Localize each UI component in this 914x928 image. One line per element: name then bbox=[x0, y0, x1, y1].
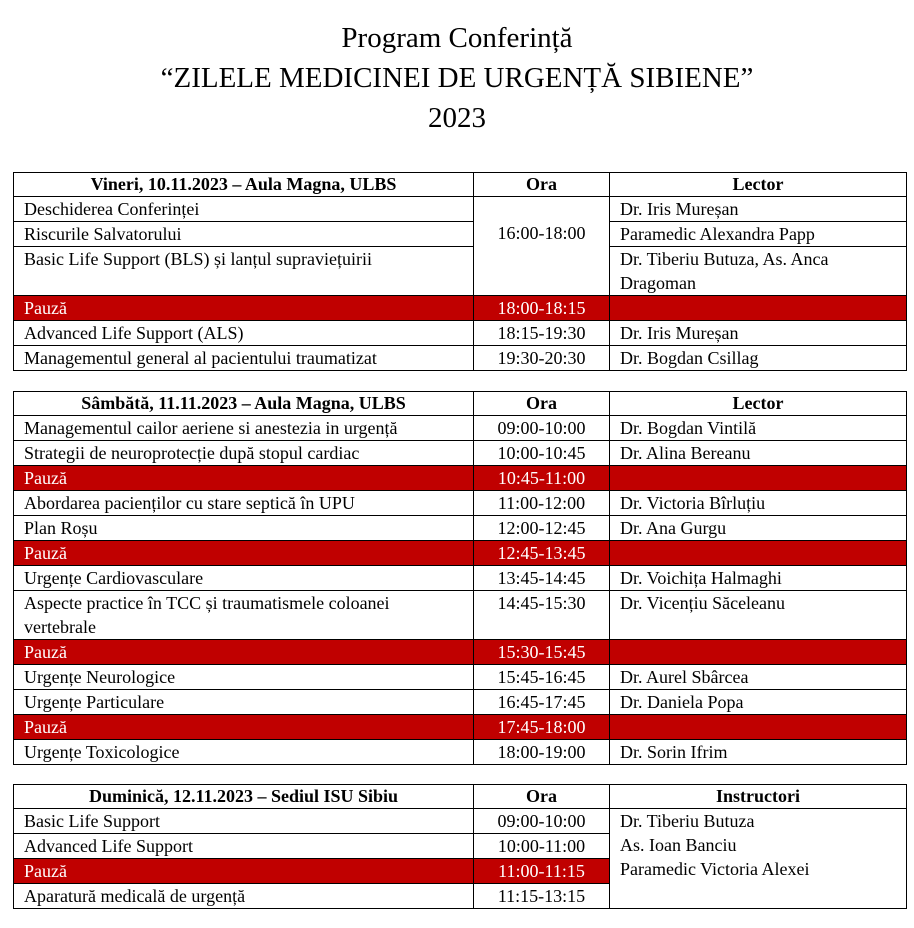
activity-cell: Plan Roșu bbox=[14, 516, 474, 541]
time-cell: 16:00-18:00 bbox=[474, 197, 610, 296]
table-row bbox=[14, 665, 907, 690]
table-row bbox=[14, 516, 907, 541]
lector-column-header: Lector bbox=[610, 392, 907, 416]
lector-cell: Dr. Iris Mureșan bbox=[610, 197, 907, 222]
time-cell: 10:00-11:00 bbox=[474, 834, 610, 859]
lector-cell: Dr. Vicențiu Săceleanu bbox=[610, 591, 907, 640]
lector-cell: Dr. Bogdan Csillag bbox=[610, 346, 907, 371]
time-cell: 16:45-17:45 bbox=[474, 690, 610, 715]
activity-cell: Strategii de neuroprotecție după stopul cardiac bbox=[14, 441, 474, 466]
pause-label: Pauză bbox=[14, 466, 474, 491]
instructor-name: Paramedic Victoria Alexei bbox=[620, 859, 810, 879]
time-cell: 13:45-14:45 bbox=[474, 566, 610, 591]
time-cell: 10:00-10:45 bbox=[474, 441, 610, 466]
table-row bbox=[14, 197, 907, 222]
time-cell: 09:00-10:00 bbox=[474, 809, 610, 834]
activity-cell: Deschiderea Conferinței bbox=[14, 197, 474, 222]
table-row bbox=[14, 321, 907, 346]
pause-empty-cell bbox=[610, 640, 907, 665]
sunday-schedule-table bbox=[13, 784, 907, 909]
time-column-header: Ora bbox=[474, 392, 610, 416]
conference-year: 2023 bbox=[428, 102, 486, 134]
table-header-row bbox=[14, 173, 907, 197]
time-cell: 11:15-13:15 bbox=[474, 884, 610, 909]
lector-cell: Dr. Sorin Ifrim bbox=[610, 740, 907, 765]
pause-time: 18:00-18:15 bbox=[474, 296, 610, 321]
instructor-name: Dr. Tiberiu Butuza bbox=[620, 811, 755, 831]
time-column-header: Ora bbox=[474, 785, 610, 809]
table-header-row bbox=[14, 392, 907, 416]
time-cell: 14:45-15:30 bbox=[474, 591, 610, 640]
pause-row bbox=[14, 541, 907, 566]
lector-cell: Dr. Bogdan Vintilă bbox=[610, 416, 907, 441]
table-row bbox=[14, 222, 907, 247]
lector-cell: Dr. Alina Bereanu bbox=[610, 441, 907, 466]
activity-cell: Managementul general al pacientului traumatizat bbox=[14, 346, 474, 371]
pause-row bbox=[14, 715, 907, 740]
activity-cell: Urgențe Cardiovasculare bbox=[14, 566, 474, 591]
pause-label: Pauză bbox=[14, 640, 474, 665]
saturday-schedule-table bbox=[13, 391, 907, 765]
lector-cell: Dr. Tiberiu Butuza, As. Anca Dragoman bbox=[610, 247, 907, 296]
day-heading: Duminică, 12.11.2023 – Sediul ISU Sibiu bbox=[14, 785, 474, 809]
time-cell: 15:45-16:45 bbox=[474, 665, 610, 690]
lector-cell: Paramedic Alexandra Papp bbox=[610, 222, 907, 247]
lector-cell: Dr. Voichița Halmaghi bbox=[610, 566, 907, 591]
time-cell: 18:15-19:30 bbox=[474, 321, 610, 346]
activity-cell: Aspecte practice în TCC și traumatismele coloanei vertebrale bbox=[14, 591, 474, 640]
time-cell: 19:30-20:30 bbox=[474, 346, 610, 371]
pause-time: 12:45-13:45 bbox=[474, 541, 610, 566]
activity-cell: Aparatură medicală de urgență bbox=[14, 884, 474, 909]
activity-cell: Advanced Life Support (ALS) bbox=[14, 321, 474, 346]
pause-label: Pauză bbox=[14, 715, 474, 740]
pause-empty-cell bbox=[610, 296, 907, 321]
time-column-header: Ora bbox=[474, 173, 610, 197]
activity-cell: Urgențe Particulare bbox=[14, 690, 474, 715]
table-header-row bbox=[14, 785, 907, 809]
activity-cell: Riscurile Salvatorului bbox=[14, 222, 474, 247]
table-row bbox=[14, 566, 907, 591]
table-row bbox=[14, 591, 907, 640]
pause-time: 17:45-18:00 bbox=[474, 715, 610, 740]
time-cell: 09:00-10:00 bbox=[474, 416, 610, 441]
activity-cell: Urgențe Toxicologice bbox=[14, 740, 474, 765]
pause-row bbox=[14, 640, 907, 665]
table-row bbox=[14, 247, 907, 296]
pause-empty-cell bbox=[610, 715, 907, 740]
table-row bbox=[14, 809, 907, 834]
pause-label: Pauză bbox=[14, 859, 474, 884]
program-title: Program Conferință bbox=[341, 22, 573, 54]
instructors-column-header: Instructori bbox=[610, 785, 907, 809]
pause-empty-cell bbox=[610, 466, 907, 491]
pause-label: Pauză bbox=[14, 296, 474, 321]
lector-column-header: Lector bbox=[610, 173, 907, 197]
pause-time: 10:45-11:00 bbox=[474, 466, 610, 491]
pause-time: 15:30-15:45 bbox=[474, 640, 610, 665]
table-row bbox=[14, 416, 907, 441]
table-row bbox=[14, 441, 907, 466]
pause-empty-cell bbox=[610, 541, 907, 566]
pause-row bbox=[14, 466, 907, 491]
activity-cell: Basic Life Support (BLS) și lanțul supraviețuirii bbox=[14, 247, 474, 296]
day-heading: Vineri, 10.11.2023 – Aula Magna, ULBS bbox=[14, 173, 474, 197]
table-row bbox=[14, 346, 907, 371]
time-cell: 18:00-19:00 bbox=[474, 740, 610, 765]
time-cell: 12:00-12:45 bbox=[474, 516, 610, 541]
page-header bbox=[0, 18, 914, 138]
pause-time: 11:00-11:15 bbox=[474, 859, 610, 884]
activity-cell: Urgențe Neurologice bbox=[14, 665, 474, 690]
pause-row bbox=[14, 296, 907, 321]
lector-cell: Dr. Aurel Sbârcea bbox=[610, 665, 907, 690]
time-cell: 11:00-12:00 bbox=[474, 491, 610, 516]
lector-cell: Dr. Daniela Popa bbox=[610, 690, 907, 715]
activity-cell: Managementul cailor aeriene si anestezia in urgență bbox=[14, 416, 474, 441]
day-heading: Sâmbătă, 11.11.2023 – Aula Magna, ULBS bbox=[14, 392, 474, 416]
table-row bbox=[14, 690, 907, 715]
table-row bbox=[14, 740, 907, 765]
lector-cell: Dr. Victoria Bîrluțiu bbox=[610, 491, 907, 516]
conference-name: “ZILELE MEDICINEI DE URGENȚĂ SIBIENE” bbox=[160, 62, 754, 94]
pause-label: Pauză bbox=[14, 541, 474, 566]
activity-cell: Abordarea pacienților cu stare septică în UPU bbox=[14, 491, 474, 516]
instructors-cell bbox=[610, 809, 907, 909]
activity-cell: Basic Life Support bbox=[14, 809, 474, 834]
lector-cell: Dr. Ana Gurgu bbox=[610, 516, 907, 541]
table-row bbox=[14, 491, 907, 516]
friday-schedule-table bbox=[13, 172, 907, 371]
lector-cell: Dr. Iris Mureșan bbox=[610, 321, 907, 346]
activity-cell: Advanced Life Support bbox=[14, 834, 474, 859]
instructor-name: As. Ioan Banciu bbox=[620, 835, 737, 855]
